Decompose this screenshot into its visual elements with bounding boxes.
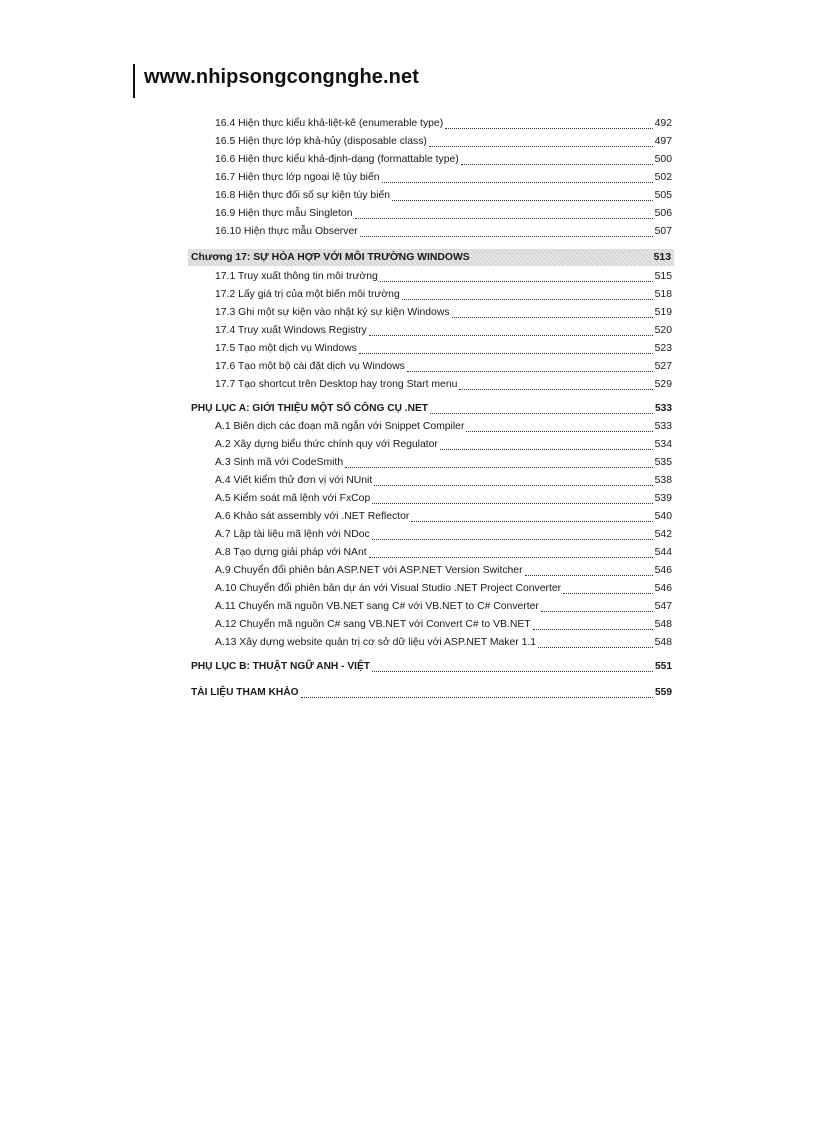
toc-entry[interactable] [215,225,672,241]
toc-entry[interactable] [215,135,672,151]
leader-dots [369,557,653,558]
leader-dots [407,371,653,372]
toc-entry[interactable] [215,117,672,133]
toc-entry-label: 17.7 Tạo shortcut trên Desktop hay trong Start menu [215,379,458,390]
toc-appendix-label: PHỤ LỤC A: GIỚI THIỆU MỘT SỐ CÔNG CỤ .NET [191,403,428,414]
toc-entry-label: 17.2 Lấy giá trị của một biến môi trường [215,289,400,300]
toc-entry-label: A.7 Lập tài liệu mã lệnh với NDoc [215,529,370,540]
toc-references-page: 559 [655,687,672,698]
toc-entry-label: A.1 Biên dịch các đoạn mã ngắn với Snippet Compiler [215,421,465,432]
toc-entry-label: A.5 Kiểm soát mã lệnh với FxCop [215,493,371,504]
toc-entry[interactable] [215,324,672,340]
toc-entry-page: 527 [654,361,672,372]
toc-entry-label: A.2 Xây dựng biểu thức chính quy với Regulator [215,439,438,450]
leader-dots [355,218,653,219]
toc-entry[interactable] [215,360,672,376]
toc-chapter-label: Chương 17: SỰ HÒA HỢP VỚI MÔI TRƯỜNG WINDOWS [191,252,470,263]
toc-entry[interactable] [215,342,672,358]
toc-chapter-17[interactable] [188,249,674,266]
toc-entry[interactable] [215,474,672,490]
toc-entry[interactable] [215,528,672,544]
toc-entry-page: 546 [654,565,672,576]
toc-entry[interactable] [215,618,672,634]
toc-entry-page: 523 [654,343,672,354]
toc-entry-page: 538 [654,475,672,486]
leader-dots [374,485,652,486]
leader-dots [452,317,653,318]
toc-chapter-page: 513 [653,252,671,263]
toc-entry-page: 518 [654,289,672,300]
site-url: www.nhipsongcongnghe.net [144,66,419,88]
toc-references[interactable] [191,686,672,702]
toc-entry-page: 548 [654,637,672,648]
leader-dots [440,449,653,450]
toc-entry-page: 539 [654,493,672,504]
toc-entry-page: 502 [654,172,672,183]
toc-entry-page: 547 [654,601,672,612]
toc-references-label: TÀI LIỆU THAM KHẢO [191,687,299,698]
toc-entry[interactable] [215,636,672,652]
leader-dots [359,353,653,354]
toc-entry-label: 16.9 Hiện thực mẫu Singleton [215,208,353,219]
leader-dots [380,281,653,282]
leader-dots [411,521,652,522]
toc-entry-label: A.12 Chuyển mã nguồn C# sang VB.NET với Convert C# to VB.NET [215,619,531,630]
leader-dots [301,697,653,698]
toc-entry[interactable] [215,270,672,286]
toc-entry-page: 548 [654,619,672,630]
toc-entry-page: 519 [654,307,672,318]
leader-dots [372,671,653,672]
leader-dots [445,128,652,129]
toc-appendix-b[interactable] [191,660,672,676]
toc-entry[interactable] [215,564,672,580]
toc-entry-label: 16.6 Hiện thực kiểu khả-định-dạng (formattable type) [215,154,459,165]
leader-dots [525,575,653,576]
toc-entry-label: 16.7 Hiện thực lớp ngoại lệ tùy biến [215,172,380,183]
toc-entry[interactable] [215,378,672,394]
toc-entry-page: 529 [654,379,672,390]
leader-dots [392,200,653,201]
toc-appendix-a[interactable] [191,402,672,418]
toc-entry-page: 492 [654,118,672,129]
leader-dots [459,389,652,390]
toc-entry-page: 507 [654,226,672,237]
toc-entry[interactable] [215,189,672,205]
toc-entry-page: 533 [654,421,672,432]
toc-entry[interactable] [215,171,672,187]
toc-entry-page: 544 [654,547,672,558]
toc-entry-page: 535 [654,457,672,468]
toc-entry-label: A.6 Khảo sát assembly với .NET Reflector [215,511,410,522]
leader-dots [466,431,652,432]
toc-entry-page: 506 [654,208,672,219]
toc-entry[interactable] [215,492,672,508]
toc-entry-page: 534 [654,439,672,450]
toc-entry[interactable] [215,600,672,616]
toc-entry[interactable] [215,420,672,436]
toc-entry-page: 497 [654,136,672,147]
toc-entry-label: 16.8 Hiện thực đối số sự kiện tùy biến [215,190,391,201]
leader-dots [429,146,653,147]
toc-entry-label: 16.5 Hiện thực lớp khả-hủy (disposable class) [215,136,427,147]
toc-entry-page: 500 [654,154,672,165]
toc-entry[interactable] [215,288,672,304]
leader-dots [372,539,653,540]
toc-entry[interactable] [215,456,672,472]
toc-entry-page: 505 [654,190,672,201]
toc-entry-page: 546 [654,583,672,594]
header-rule [133,64,135,98]
toc-entry[interactable] [215,153,672,169]
toc-appendix-page: 533 [655,403,672,414]
toc-appendix-label: PHỤ LỤC B: THUẬT NGỮ ANH - VIỆT [191,661,370,672]
toc-entry-page: 542 [654,529,672,540]
toc-entry[interactable] [215,207,672,223]
toc-entry[interactable] [215,438,672,454]
toc-entry-label: 16.10 Hiện thực mẫu Observer [215,226,358,237]
toc-entry-label: A.10 Chuyển đổi phiên bản dự án với Visual Studio .NET Project Converter [215,583,562,594]
leader-dots [533,629,653,630]
toc-entry-label: 17.5 Tạo một dịch vụ Windows [215,343,357,354]
leader-dots [372,503,652,504]
toc-appendix-page: 551 [655,661,672,672]
toc-entry-label: A.13 Xây dựng website quản trị cơ sở dữ liệu với ASP.NET Maker 1.1 [215,637,537,648]
toc-entry-label: 17.4 Truy xuất Windows Registry [215,325,367,336]
toc-entry[interactable] [215,582,672,598]
leader-dots [541,611,653,612]
toc-entry-label: 17.6 Tạo một bộ cài đặt dịch vụ Windows [215,361,405,372]
toc-entry-label: A.3 Sinh mã với CodeSmith [215,457,344,468]
toc-entry-page: 520 [654,325,672,336]
leader-dots [461,164,653,165]
leader-dots [369,335,653,336]
toc-entry-page: 540 [654,511,672,522]
toc-entry-label: A.8 Tạo dựng giải pháp với NAnt [215,547,367,558]
leader-dots [345,467,653,468]
toc-entry[interactable] [215,546,672,562]
leader-dots [563,593,653,594]
toc-entry-label: 17.3 Ghi một sự kiện vào nhật ký sự kiện Windows [215,307,450,318]
leader-dots [430,413,653,414]
toc-entry[interactable] [215,306,672,322]
leader-dots [382,182,653,183]
toc-entry[interactable] [215,510,672,526]
toc-entry-label: A.4 Viết kiểm thử đơn vị với NUnit [215,475,373,486]
leader-dots [402,299,653,300]
toc-entry-label: 17.1 Truy xuất thông tin môi trường [215,271,378,282]
toc-entry-label: 16.4 Hiện thực kiểu khả-liệt-kê (enumerable type) [215,118,444,129]
leader-dots [360,236,653,237]
toc-entry-label: A.11 Chuyển mã nguồn VB.NET sang C# với VB.NET to C# Converter [215,601,539,612]
leader-dots [538,647,653,648]
toc-entry-label: A.9 Chuyển đổi phiên bản ASP.NET với ASP.NET Version Switcher [215,565,523,576]
toc-entry-page: 515 [654,271,672,282]
